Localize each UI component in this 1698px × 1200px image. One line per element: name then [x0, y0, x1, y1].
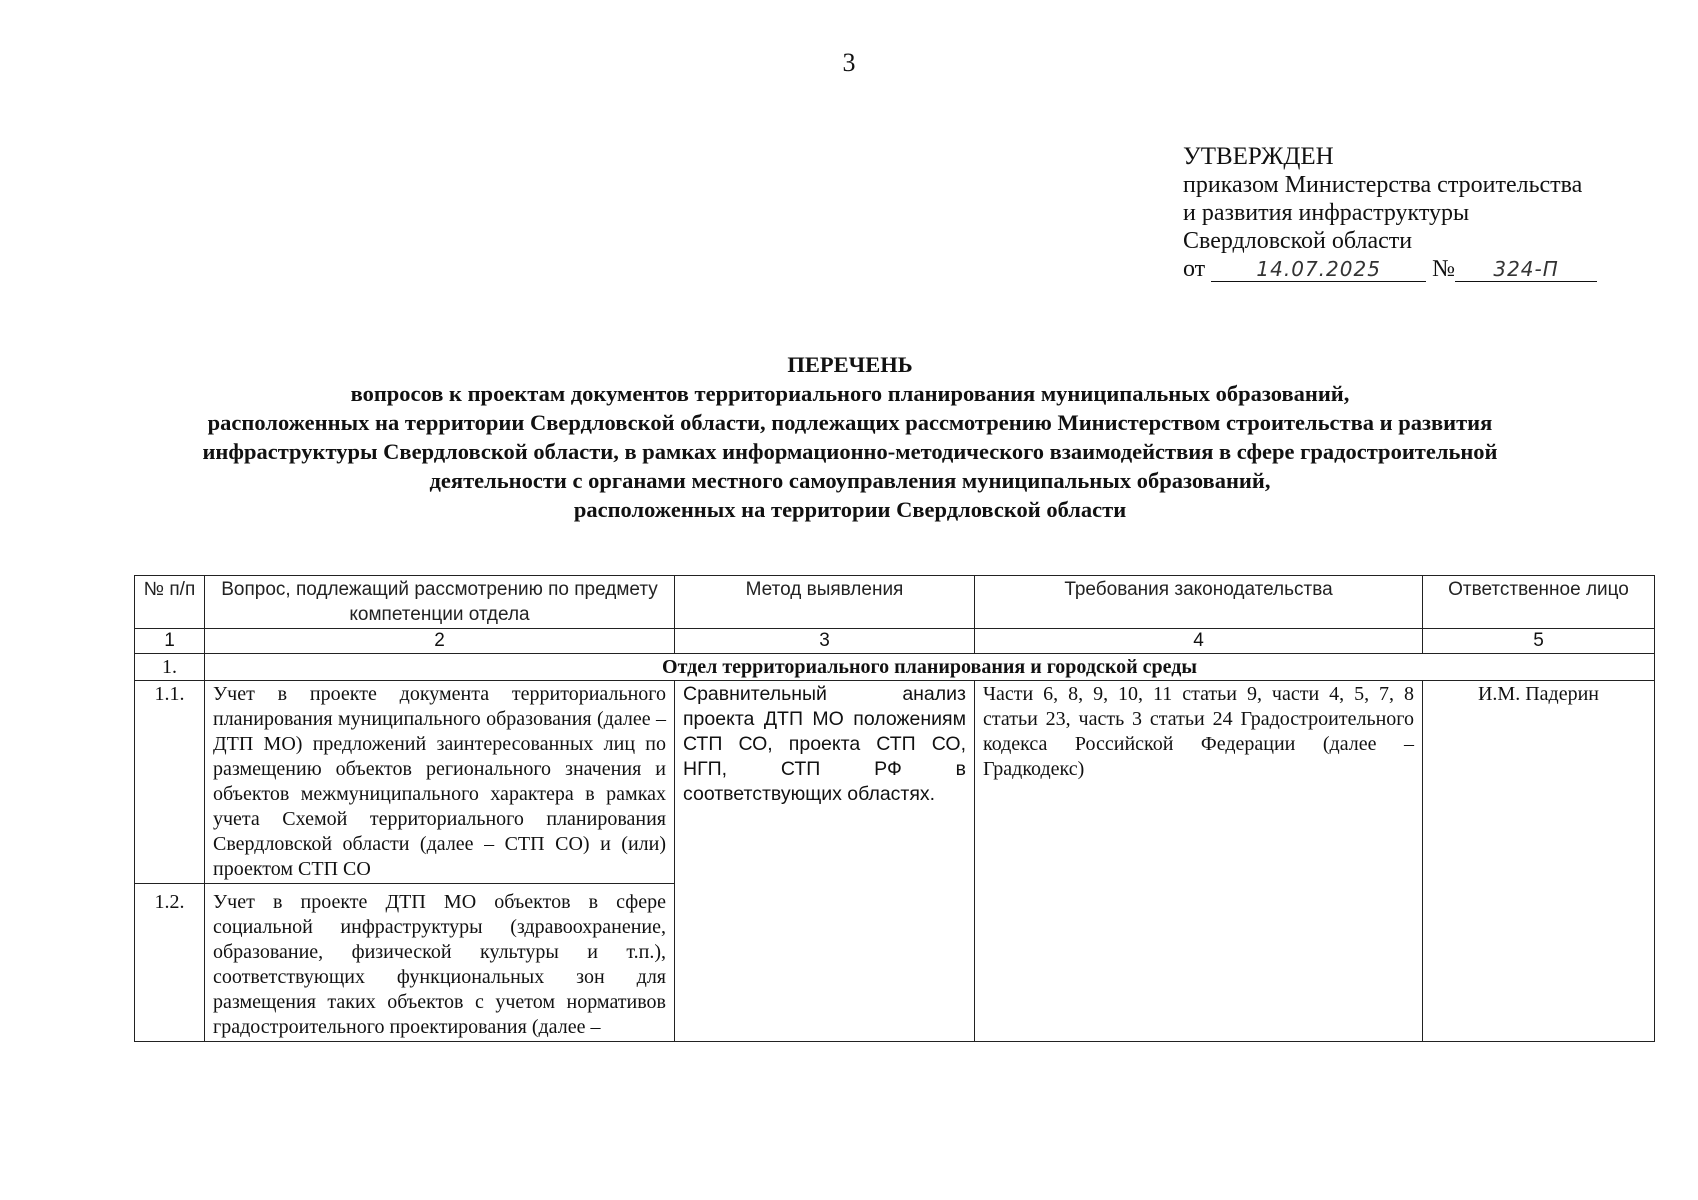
row-question: Учет в проекте ДТП МО объектов в сфере социальной инфраструктуры (здравоохранение, образование, физической культуры и т.п.), соответствующих функциональных зон для размещения таких объектов с учетом нормативов градостроительного проектирования (далее – — [205, 884, 675, 1042]
section-number: 1. — [135, 654, 205, 681]
column-number: 4 — [975, 629, 1423, 654]
approval-status: УТВЕРЖДЕН — [1183, 143, 1334, 170]
section-row — [135, 654, 1655, 681]
title-line-5: расположенных на территории Свердловской области — [573, 497, 1127, 522]
approval-date-line — [1183, 255, 1623, 283]
row-method: Сравнительный анализ проекта ДТП МО положениям СТП СО, проекта СТП СО, НГП, СТП РФ в соответствующих областях. — [675, 681, 975, 1042]
date-prefix: от — [1183, 256, 1206, 282]
number-prefix: № — [1432, 256, 1456, 282]
title-line-3: инфраструктуры Свердловской области, в рамках информационно-методического взаимодействия в сфере градостроительной — [202, 439, 1498, 464]
table-header-row — [135, 576, 1655, 629]
title-line-2: расположенных на территории Свердловской области, подлежащих рассмотрению Министерством строительства и развития — [207, 410, 1493, 435]
header-responsible: Ответственное лицо — [1423, 576, 1655, 629]
column-number: 5 — [1423, 629, 1655, 654]
approval-line-1: приказом Министерства строительства — [1183, 172, 1583, 198]
row-number: 1.2. — [135, 884, 205, 1042]
title-heading: ПЕРЕЧЕНЬ — [787, 352, 913, 377]
handwritten-number: 324-П — [1455, 257, 1597, 282]
header-number: № п/п — [135, 576, 205, 629]
column-number: 3 — [675, 629, 975, 654]
row-question: Учет в проекте документа территориального планирования муниципального образования (далее – ДТП МО) предложений заинтересованных лиц по размещению объектов регионального значения и объектов межмуниципального характера в рамках учета Схемой территориального планирования Свердловской области (далее – СТП СО) и (или) проектом СТП СО — [205, 681, 675, 884]
column-number: 1 — [135, 629, 205, 654]
header-method: Метод выявления — [675, 576, 975, 629]
title-line-4: деятельности с органами местного самоуправления муниципальных образований, — [429, 468, 1271, 493]
row-law: Части 6, 8, 9, 10, 11 статьи 9, части 4, 5, 7, 8 статьи 23, часть 3 статьи 24 Градостроительного кодекса Российской Федерации (далее – Градкодекс) — [975, 681, 1423, 1042]
document-title — [100, 350, 1600, 524]
questions-table — [134, 575, 1655, 1042]
page-number: 3 — [842, 48, 856, 77]
row-number: 1.1. — [135, 681, 205, 884]
row-responsible: И.М. Падерин — [1423, 681, 1655, 1042]
header-law: Требования законодательства — [975, 576, 1423, 629]
approval-line-3: Свердловской области — [1183, 228, 1413, 254]
approval-line-2: и развития инфраструктуры — [1183, 200, 1470, 226]
section-title: Отдел территориального планирования и городской среды — [205, 654, 1655, 681]
column-number: 2 — [205, 629, 675, 654]
handwritten-date: 14.07.2025 — [1211, 257, 1426, 282]
column-number-row — [135, 629, 1655, 654]
approval-block — [1183, 143, 1623, 283]
table-row — [135, 681, 1655, 884]
header-question: Вопрос, подлежащий рассмотрению по предмету компетенции отдела — [205, 576, 675, 629]
title-line-1: вопросов к проектам документов территориального планирования муниципальных образований, — [350, 381, 1350, 406]
